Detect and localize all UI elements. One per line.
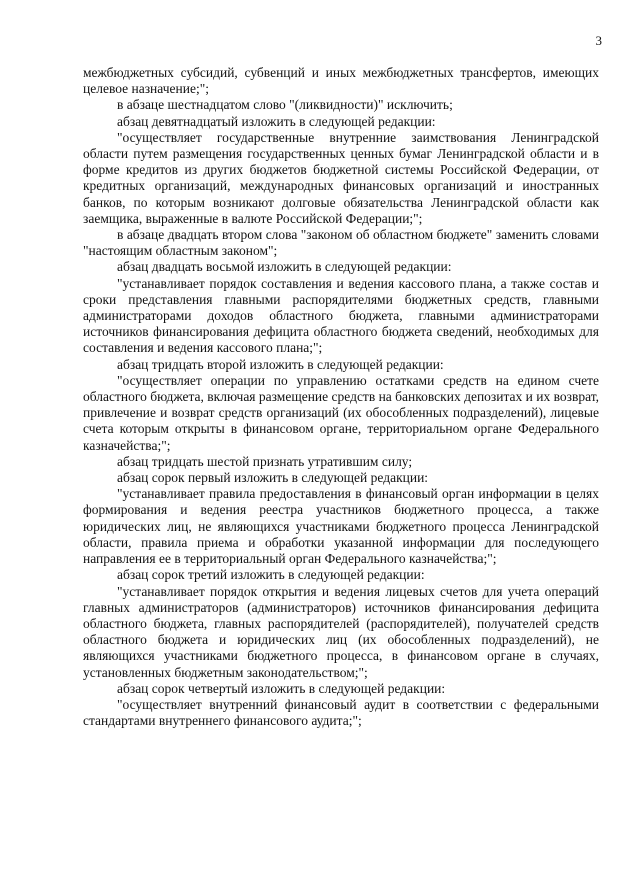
- paragraph: "устанавливает порядок составления и ведения кассового плана, а также состав и сроки представления главными распорядителями бюджетных средств, главными администраторами доходов областного бюджета, главными администраторами источников финансирования дефицита областного бюджета сведений, необходимых для составления и ведения кассового плана;";: [83, 275, 599, 356]
- paragraph: "осуществляет внутренний финансовый аудит в соответствии с федеральными стандартами внутреннего финансового аудита;";: [83, 696, 599, 729]
- paragraph: абзац сорок первый изложить в следующей редакции:: [117, 470, 429, 486]
- page-number: 3: [595, 33, 602, 48]
- paragraph: абзац девятнадцатый изложить в следующей редакции:: [117, 113, 436, 129]
- paragraph: в абзаце шестнадцатом слово "(ликвидности)" исключить;: [117, 97, 453, 113]
- paragraph: абзац тридцать второй изложить в следующей редакции:: [117, 356, 444, 372]
- paragraph: "осуществляет государственные внутренние заимствования Ленинградской области путем размещения государственных ценных бумаг Ленинградской области и в форме кредитов из других бюджетов бюджетной системы Российской Федерации, от кредитных организаций, международных финансовых организаций и иностранных банков, по которым возникают долговые обязательства Ленинградской области как заемщика, выраженные в валюте Российской Федерации;";: [83, 129, 599, 226]
- paragraph: в абзаце двадцать втором слова "законом об областном бюджете" заменить словами "настоящим областным законом";: [83, 227, 599, 259]
- paragraph: абзац двадцать восьмой изложить в следующей редакции:: [117, 259, 452, 275]
- paragraph: абзац тридцать шестой признать утратившим силу;: [117, 453, 413, 469]
- paragraph: "устанавливает правила предоставления в финансовый орган информации в целях формирования и ведения реестра участников бюджетного процесса, а также юридических лиц, не являющихся участниками бюджетного процесса Ленинградской области, правила приема и обработки указанной информации для последующего направления ее в территориальный орган Федерального казначейства;";: [83, 486, 599, 567]
- paragraph: межбюджетных субсидий, субвенций и иных межбюджетных трансфертов, имеющих целевое назначение;";: [83, 65, 599, 97]
- paragraph: абзац сорок третий изложить в следующей редакции:: [117, 567, 425, 583]
- paragraph: "осуществляет операции по управлению остатками средств на едином счете областного бюджета, включая размещение средств на банковских депозитах и их возврат, привлечение и возврат средств организаций (их обособленных подразделений), лицевые счета которым открыты в финансовом органе, территориальном органе Федерального казначейства;";: [83, 372, 599, 453]
- paragraph: "устанавливает порядок открытия и ведения лицевых счетов для учета операций главных администраторов (администраторов) источников финансирования дефицита областного бюджета, главных распорядителей (распорядителей), получателей средств областного бюджета и юридических лиц (их обособленных подразделений), не являющихся участниками бюджетного процесса, в финансовом органе в случаях, установленных бюджетным законодательством;";: [83, 583, 599, 680]
- document-body: [83, 65, 599, 729]
- paragraph: абзац сорок четвертый изложить в следующей редакции:: [117, 680, 446, 696]
